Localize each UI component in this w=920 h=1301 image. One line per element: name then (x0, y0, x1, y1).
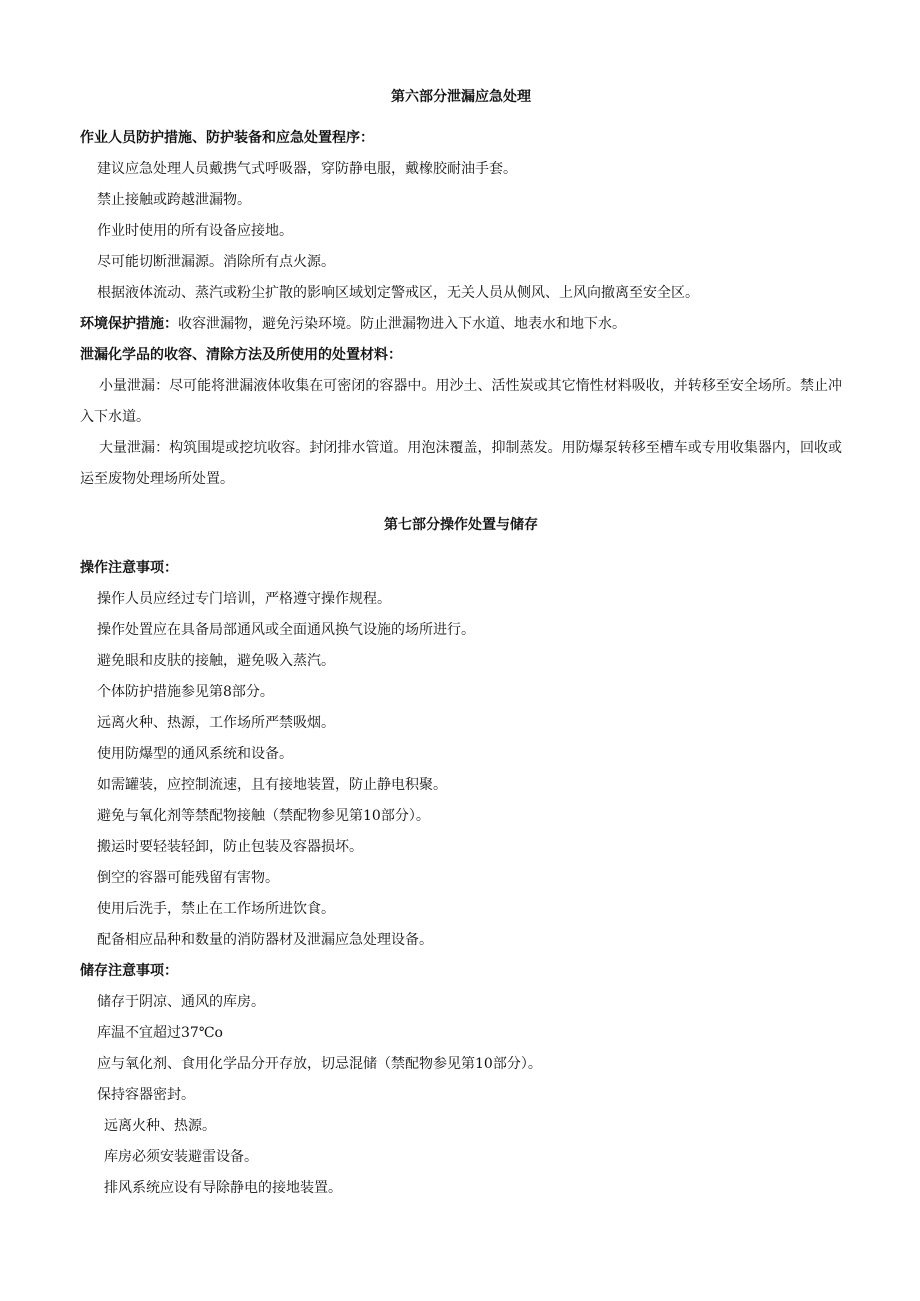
small-spill-text: 小量泄漏：尽可能将泄漏液体收集在可密闭的容器中。用沙土、活性炭或其它惰性材料吸收，并转移至安全场所。禁止冲入下水道。 (80, 378, 842, 425)
personnel-item: 作业时使用的所有设备应接地。 (97, 223, 293, 239)
operation-item: 使用防爆型的通风系统和设备。 (97, 746, 293, 762)
operation-item: 远离火种、热源，工作场所严禁吸烟。 (97, 715, 335, 731)
environment-protection-text: 收容泄漏物，避免污染环境。防止泄漏物进入下水道、地表水和地下水。 (178, 316, 626, 332)
operation-item: 使用后洗手，禁止在工作场所进饮食。 (97, 901, 335, 917)
large-spill-text: 大量泄漏：构筑围堤或挖坑收容。封闭排水管道。用泡沫覆盖，抑制蒸发。用防爆泵转移至槽车或专用收集器内，回收或运至废物处理场所处置。 (80, 440, 842, 487)
personnel-item: 建议应急处理人员戴携气式呼吸器，穿防静电服，戴橡胶耐油手套。 (97, 161, 517, 177)
storage-heading: 储存注意事项： (80, 963, 178, 979)
personnel-item: 尽可能切断泄漏源。消除所有点火源。 (97, 254, 335, 270)
operation-item: 操作人员应经过专门培训，严格遵守操作规程。 (97, 591, 391, 607)
storage-item: 保持容器密封。 (97, 1087, 195, 1103)
environment-protection-label: 环境保护措施： (80, 316, 178, 332)
section6-title: 第六部分泄漏应急处理 (391, 89, 531, 105)
operation-item: 搬运时要轻装轻卸，防止包装及容器损坏。 (97, 839, 363, 855)
section7-title: 第七部分操作处置与储存 (384, 517, 538, 533)
operation-item: 个体防护措施参见第8部分。 (97, 684, 274, 700)
operation-item: 配备相应品种和数量的消防器材及泄漏应急处理设备。 (97, 932, 433, 948)
storage-item: 应与氧化剂、食用化学品分开存放，切忌混储（禁配物参见第10部分）。 (97, 1056, 542, 1072)
storage-item: 库房必须安装避雷设备。 (104, 1149, 258, 1165)
storage-item: 储存于阴凉、通风的库房。 (97, 994, 265, 1010)
operation-item: 倒空的容器可能残留有害物。 (97, 870, 279, 886)
cleanup-heading: 泄漏化学品的收容、清除方法及所使用的处置材料： (80, 347, 402, 363)
personnel-item: 禁止接触或跨越泄漏物。 (97, 192, 251, 208)
operation-item: 避免眼和皮肤的接触，避免吸入蒸汽。 (97, 653, 335, 669)
operation-heading: 操作注意事项： (80, 560, 178, 576)
operation-item: 避免与氧化剂等禁配物接触（禁配物参见第10部分）。 (97, 808, 430, 824)
storage-item: 远离火种、热源。 (104, 1118, 216, 1134)
operation-item: 操作处置应在具备局部通风或全面通风换气设施的场所进行。 (97, 622, 475, 638)
personnel-protection-heading: 作业人员防护措施、防护装备和应急处置程序： (80, 130, 374, 146)
personnel-item: 根据液体流动、蒸汽或粉尘扩散的影响区域划定警戒区，无关人员从侧风、上风向撤离至安全区。 (97, 285, 699, 301)
storage-item: 库温不宜超过37℃o (97, 1025, 223, 1041)
operation-item: 如需罐装，应控制流速，且有接地装置，防止静电积聚。 (97, 777, 447, 793)
environment-protection-line (80, 309, 842, 340)
storage-item: 排风系统应设有导除静电的接地装置。 (104, 1180, 342, 1196)
